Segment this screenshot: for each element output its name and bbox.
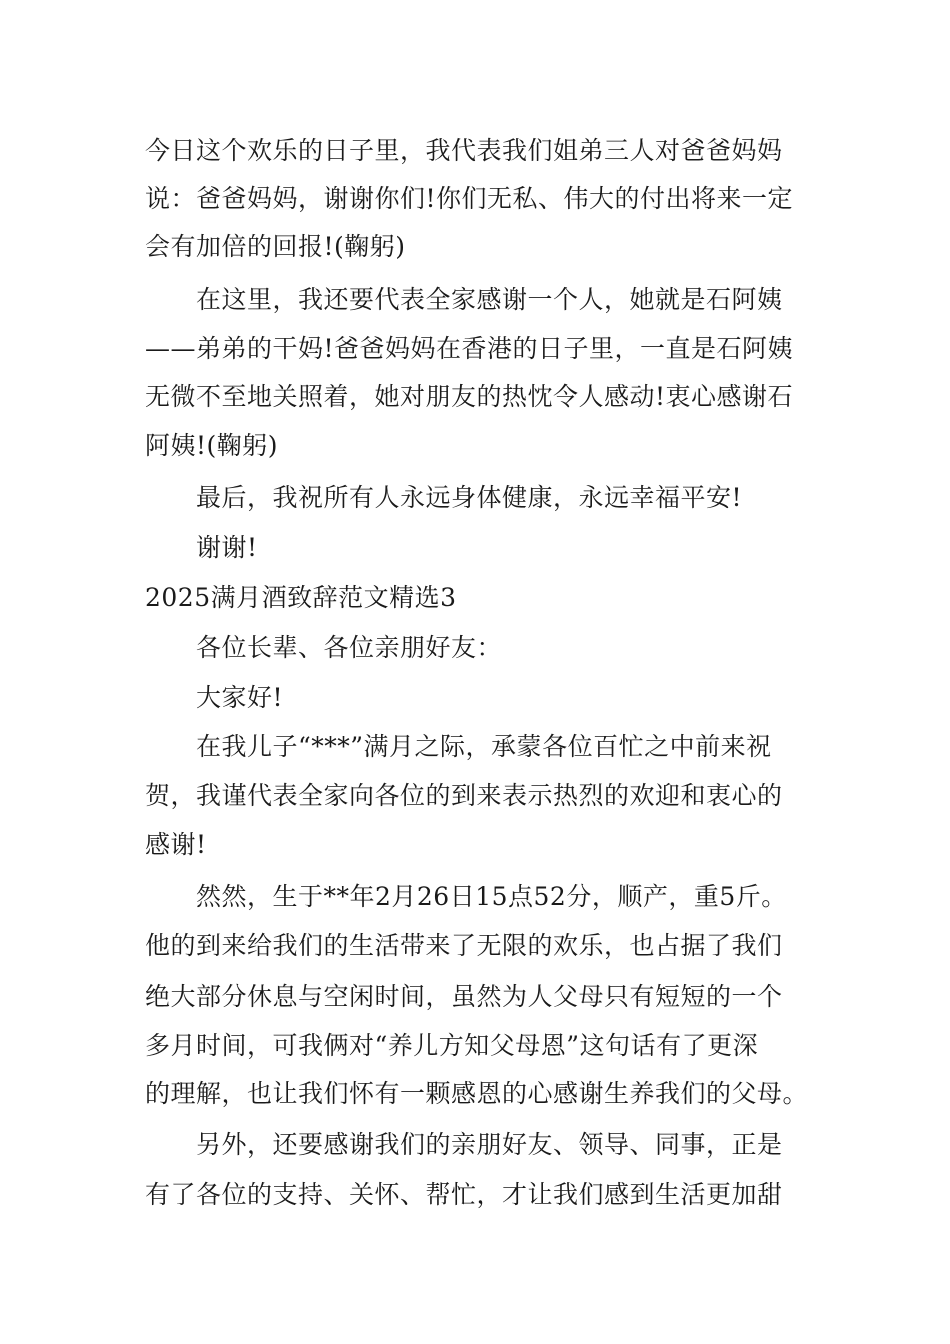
text-line: 贺，我谨代表全家向各位的到来表示热烈的欢迎和衷心的 [145,781,783,810]
paragraph-start: 最后，我祝所有人永远身体健康，永远幸福平安! [196,483,743,512]
text-line: 今日这个欢乐的日子里，我代表我们姐弟三人对爸爸妈妈 [145,136,783,165]
paragraph-start: 在我儿子“***”满月之际，承蒙各位百忙之中前来祝 [196,732,772,761]
text-line: 有了各位的支持、关怀、帮忙，才让我们感到生活更加甜 [145,1180,783,1209]
text-line: 他的到来给我们的生活带来了无限的欢乐，也占据了我们 [145,931,783,960]
paragraph-start: 然然，生于**年2月26日15点52分，顺产，重5斤。 [196,882,787,911]
greeting: 大家好! [196,683,284,712]
text-line: 说：爸爸妈妈，谢谢你们!你们无私、伟大的付出将来一定 [145,184,794,213]
text-line: ——弟弟的干妈!爸爸妈妈在香港的日子里，一直是石阿姨 [145,334,794,363]
paragraph-start: 在这里，我还要代表全家感谢一个人，她就是石阿姨 [196,285,783,314]
text-line: 绝大部分休息与空闲时间，虽然为人父母只有短短的一个 [145,982,783,1011]
section-heading: 2025满月酒致辞范文精选3 [145,583,457,612]
text-line: 会有加倍的回报!(鞠躬) [145,232,406,261]
paragraph-start: 另外，还要感谢我们的亲朋好友、领导、同事，正是 [196,1130,783,1159]
salutation: 各位长辈、各位亲朋好友： [196,633,503,662]
text-line: 感谢! [145,830,207,859]
text-line: 无微不至地关照着，她对朋友的热忱令人感动!衷心感谢石 [145,382,794,411]
text-line: 阿姨!(鞠躬) [145,431,279,460]
text-line: 多月时间，可我俩对“养儿方知父母恩”这句话有了更深 [145,1031,759,1060]
text-line: 的理解，也让我们怀有一颗感恩的心感谢生养我们的父母。 [145,1079,809,1108]
paragraph-start: 谢谢! [196,533,258,562]
